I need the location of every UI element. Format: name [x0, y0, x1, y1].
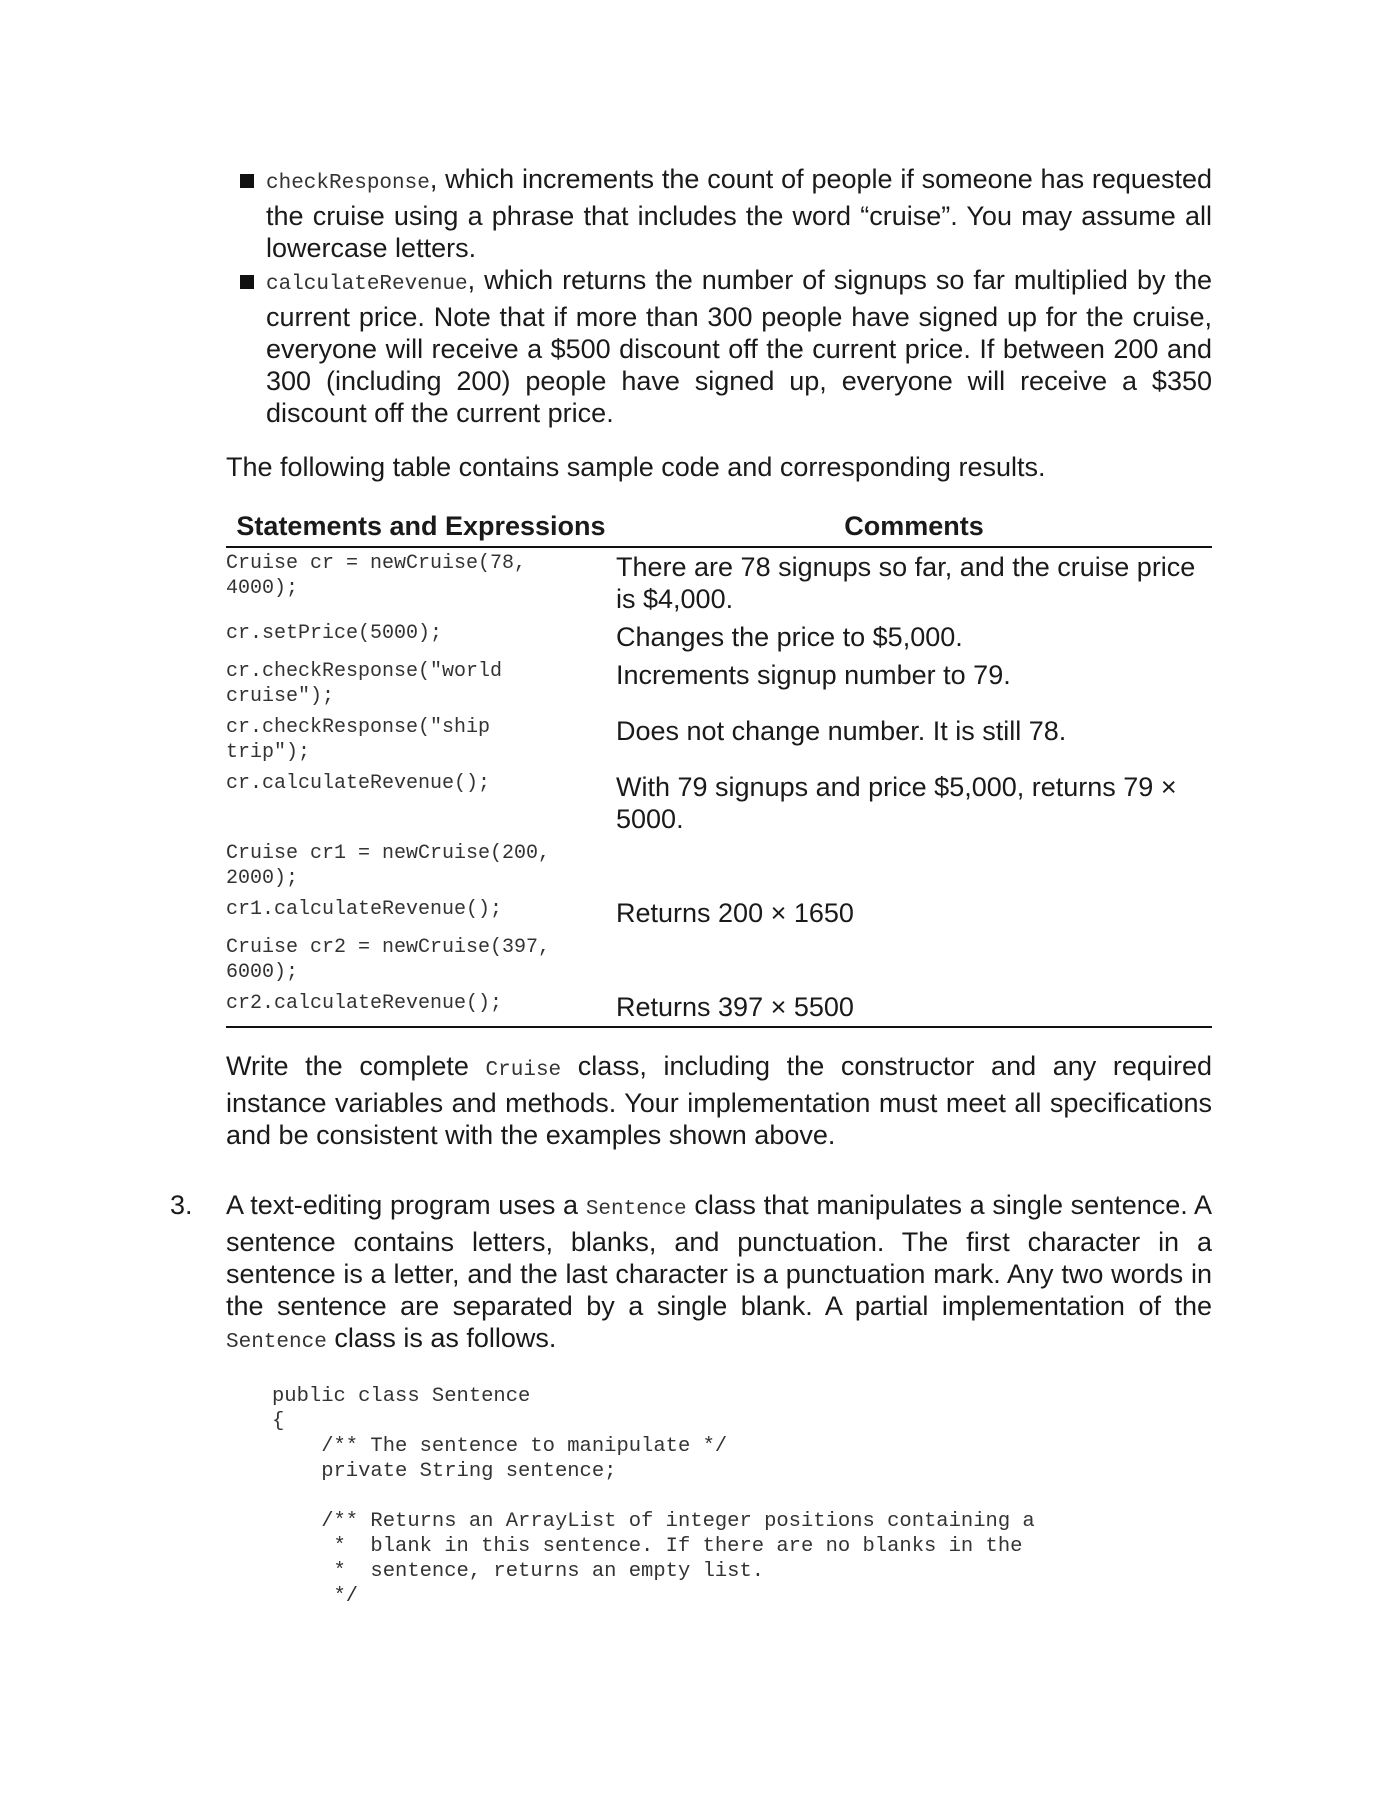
- comment-cell: Changes the price to $5,000.: [616, 622, 963, 652]
- bullet-check-response: [266, 163, 1212, 264]
- statement-cell: cr.calculateRevenue();: [226, 772, 491, 795]
- bullet-calculate-revenue: [266, 264, 1212, 429]
- question-number: 3.: [170, 1190, 193, 1220]
- table-row: [226, 894, 1212, 932]
- bullet-text: , which increments the count of people if someone has requested the cruise using a phrase that includes the word “cruise”. You may assume all lowercase letters.: [266, 164, 1212, 263]
- bullet-square-icon: [240, 275, 254, 289]
- text-segment: class is as follows.: [326, 1323, 557, 1353]
- table-row: [226, 932, 1212, 988]
- statement-cell: cr.checkResponse("ship trip");: [226, 716, 491, 764]
- comment-cell: Returns 200 × 1650: [616, 898, 854, 928]
- table-row: [226, 838, 1212, 894]
- table-header-row: [226, 510, 1212, 547]
- table-row: [226, 768, 1212, 838]
- text-segment: class, including the constructor and any required instance variables and methods. Your implementation must meet all specifications and be consistent with the examples shown above.: [226, 1051, 1212, 1150]
- text-segment: Write the complete: [226, 1051, 486, 1081]
- comment-cell: There are 78 signups so far, and the cruise price is $4,000.: [616, 552, 1196, 614]
- statement-cell: Cruise cr = newCruise(78, 4000);: [226, 552, 527, 600]
- header-comments: Comments: [616, 510, 1212, 547]
- comment-cell: Increments signup number to 79.: [616, 660, 1011, 690]
- table-row: [226, 547, 1212, 618]
- statement-cell: cr.checkResponse("world cruise");: [226, 660, 503, 708]
- comment-cell: Does not change number. It is still 78.: [616, 716, 1067, 746]
- table-row: [226, 618, 1212, 656]
- bullet-square-icon: [240, 174, 254, 188]
- sample-code-table: [226, 510, 1212, 1028]
- write-instructions: [226, 1050, 1212, 1151]
- table-row: [226, 712, 1212, 768]
- inline-code: checkResponse: [266, 172, 430, 195]
- code-listing: public class Sentence { /** The sentence to manipulate */ private String sentence; /** Returns an ArrayList of integer positions containing a * blank in this sentence. If there are no blanks in the * sentence, returns an empty list. */: [272, 1385, 1035, 1608]
- text-segment: A text-editing program uses a: [226, 1190, 586, 1220]
- statement-cell: cr.setPrice(5000);: [226, 622, 443, 645]
- header-statements: Statements and Expressions: [226, 510, 616, 547]
- inline-code: Sentence: [585, 1198, 687, 1221]
- comment-cell: [616, 838, 1212, 894]
- statement-cell: Cruise cr2 = newCruise(397, 6000);: [226, 936, 551, 984]
- table-row: [226, 988, 1212, 1027]
- bullet-text: , which returns the number of signups so far multiplied by the current price. Note that if more than 300 people have signed up for the cruise, everyone will receive a $500 discount off the current price. If between 200 and 300 (including 200) people have signed up, everyone will receive a $350 discount off the current price.: [266, 265, 1212, 428]
- inline-code: Sentence: [226, 1331, 327, 1354]
- table-row: [226, 656, 1212, 712]
- question-3-text: [226, 1189, 1212, 1359]
- inline-code: calculateRevenue: [266, 273, 468, 296]
- comment-cell: Returns 397 × 5500: [616, 988, 1212, 1027]
- inline-code: Cruise: [485, 1059, 562, 1082]
- text-segment: class that manipulates a single sentence. A sentence contains letters, blanks, and punctuation. The first character in a sentence is a letter, and the last character is a punctuation mark. Any two words in the sentence are separated by a single blank. A partial implementation of the: [226, 1190, 1213, 1321]
- statement-cell: Cruise cr1 = newCruise(200, 2000);: [226, 842, 551, 890]
- comment-cell: [616, 932, 1212, 988]
- table-intro: The following table contains sample code and corresponding results.: [226, 452, 1046, 482]
- comment-cell: With 79 signups and price $5,000, returns 79 × 5000.: [616, 772, 1177, 834]
- statement-cell: cr2.calculateRevenue();: [226, 988, 616, 1027]
- statement-cell: cr1.calculateRevenue();: [226, 898, 503, 921]
